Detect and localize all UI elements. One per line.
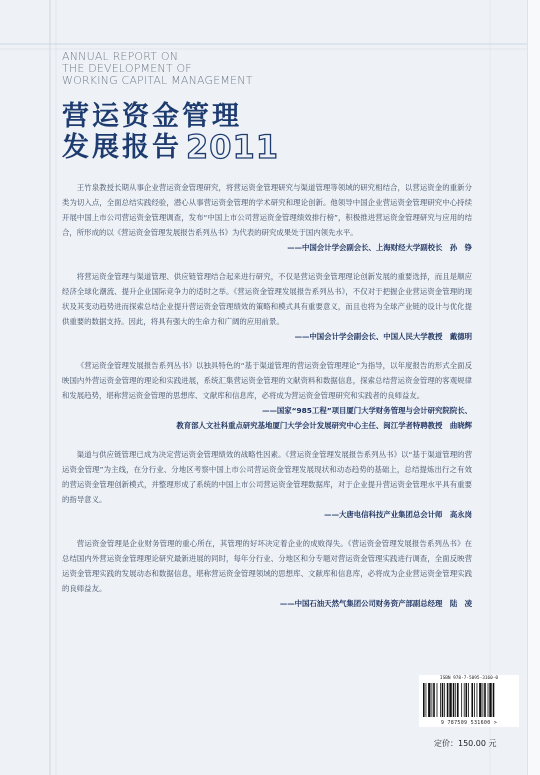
review-signature-line2: 教育部人文社科重点研究基地厦门大学会计发展研究中心主任、闽江学者特聘教授 曲晓辉 — [176, 421, 472, 430]
english-title-line2: THE DEVELOPMENT OF — [62, 62, 192, 75]
review-item — [62, 536, 472, 611]
chinese-title-line2-row — [62, 128, 280, 166]
price-label: 定价：150.00 元 — [434, 739, 497, 748]
review-signature: ——国家“985工程”项目厦门大学财务管理与会计研究院院长、 — [262, 406, 472, 415]
review-text: 将营运资金管理与渠道管理、供应链管理结合起来进行研究，不仅是营运资金管理理论创新发展的重要选择，而且是顺应经济全球化潮流、提升企业国际竞争力的适时之举。《营运资金管理发展报告系列丛书》，不仅对于把握企业营运资金管理的现状及其变动趋势进而探索总结企业提升营运资金管理绩效的策略和模式具有重要意义，而且也将为全球产业链的设计与优化提供重要的数据支持。因此，将具有强大的生命力和广阔的应用前景。 — [62, 272, 472, 326]
barcode-number: 9 787509 531600 > — [440, 720, 498, 726]
isbn-label: ISBN 978-7-5095-3160-0 — [439, 676, 499, 681]
review-text: 《营运资金管理发展报告系列丛书》以独具特色的“基于渠道管理的营运资金管理理论”为指导，以年度报告的形式全面反映国内外营运资金管理的理论和实践进展，系统汇集营运资金管理的文献资料和数据信息，探索总结营运资金管理的客观规律和发展趋势，堪称营运资金管理的思想库、文献库和信息库，必将成为营运资金管理研究和实践者的良师益友。 — [62, 361, 472, 400]
review-list — [62, 180, 472, 625]
review-signature: ——大唐电信科技产业集团总会计师 高永岗 — [324, 510, 472, 519]
chinese-title-line1: 营运资金管理 — [62, 101, 242, 132]
review-signature: ——中国会计学会副会长、中国人民大学教授 戴德明 — [294, 332, 472, 341]
spine-edge — [527, 0, 540, 775]
english-title — [62, 51, 322, 87]
review-signature: ——中国石油天然气集团公司财务资产部副总经理 陆 凌 — [279, 599, 472, 608]
review-item — [62, 180, 472, 255]
review-text: 王竹泉教授长期从事企业营运资金管理研究，将营运资金管理研究与渠道管理等领域的研究相结合，以营运资金的重新分类为切入点，全面总结实践经验，潜心从事营运资金管理的学术研究和理论创新。他领导中国企业营运资金管理研究中心持续开展中国上市公司营运资金管理调查，发布“中国上市公司营运资金管理绩效排行榜”，积极推进营运资金管理研究与应用的结合，所形成的以《营运资金管理发展报告系列丛书》为代表的研究成果处于国内领先水平。 — [62, 183, 472, 237]
review-item — [62, 447, 472, 522]
review-text: 渠道与供应链管理已成为决定营运资金管理绩效的战略性因素。《营运资金管理发展报告系列丛书》以“基于渠道管理的营运资金管理”为主线，在分行业、分地区考察中国上市公司营运资金管理发展现状和动态趋势的基础上，总结提炼出行之有效的营运资金管理创新模式，并整理形成了系统的中国上市公司营运资金管理数据库，对于企业提升营运资金管理水平具有重要的指导意义。 — [62, 450, 472, 504]
review-item — [62, 358, 472, 433]
review-item — [62, 269, 472, 344]
isbn-barcode — [419, 675, 519, 727]
chinese-title-line2: 发展报告 — [62, 132, 182, 163]
chinese-title — [62, 101, 280, 166]
review-signature: ——中国会计学会副会长、上海财经大学副校长 孙 铮 — [287, 243, 472, 252]
title-year: 2011 — [186, 128, 280, 166]
english-title-line1: ANNUAL REPORT ON — [62, 50, 179, 63]
review-text: 营运资金管理是企业财务管理的重心所在，其管理的好坏决定着企业的成败得失。《营运资金管理发展报告系列丛书》在总结国内外营运资金管理理论研究最新进展的同时，每年分行业、分地区和分专题对营运资金管理实践进行调查，全面反映营运资金管理实践的发展动态和数据信息，堪称营运资金管理领域的思想库、文献库和信息库，必将成为企业营运资金管理实践的良师益友。 — [62, 539, 472, 593]
barcode-icon — [423, 683, 515, 717]
english-title-line3: WORKING CAPITAL MANAGEMENT — [62, 74, 253, 87]
